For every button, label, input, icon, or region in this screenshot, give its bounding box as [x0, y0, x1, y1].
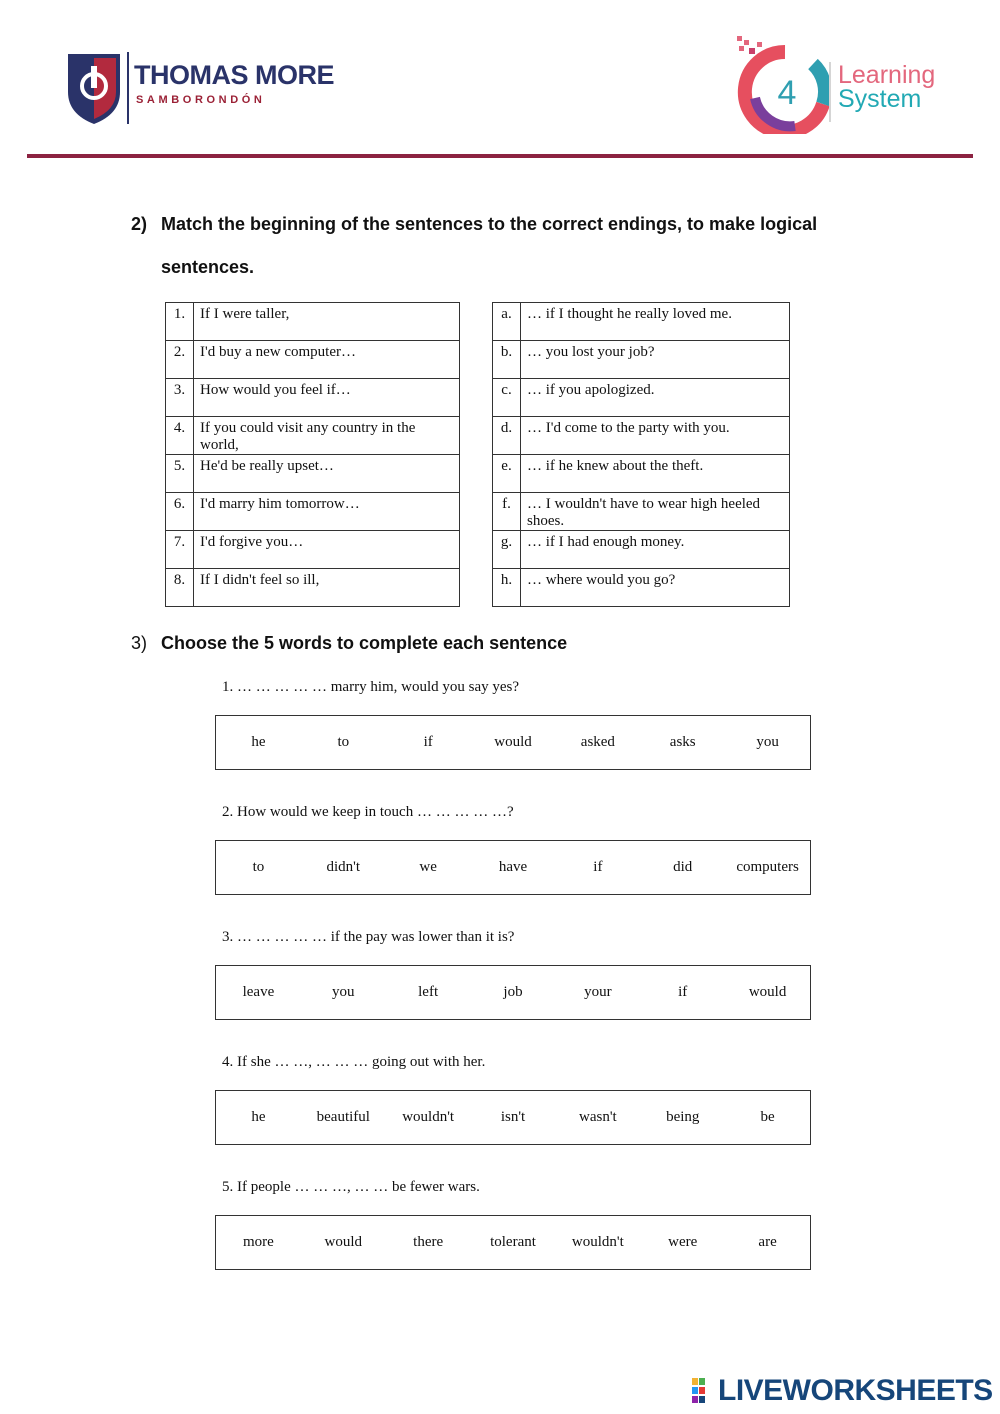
row-number: 8.	[166, 569, 194, 607]
row-letter: a.	[493, 303, 521, 341]
table-row	[166, 341, 460, 379]
ending-text[interactable]: … if he knew about the theft.	[521, 455, 790, 493]
learning-system-logo	[735, 34, 830, 134]
word-option[interactable]: were	[668, 1234, 698, 1250]
row-number: 1.	[166, 303, 194, 341]
row-number: 4.	[166, 417, 194, 455]
word-option[interactable]: if	[423, 734, 433, 750]
word-bank-3	[215, 965, 811, 1020]
word-option[interactable]: he	[251, 734, 266, 750]
q3-instruction: Choose the 5 words to complete each sentence	[161, 633, 568, 653]
word-option[interactable]: asks	[669, 734, 696, 750]
word-bank-4	[215, 1090, 811, 1145]
word-bank-1	[215, 715, 811, 770]
word-option[interactable]: didn't	[326, 859, 361, 875]
word-option[interactable]: wouldn't	[402, 1109, 455, 1125]
ending-text[interactable]: … if you apologized.	[521, 379, 790, 417]
beginning-text[interactable]: How would you feel if…	[194, 379, 460, 417]
row-number: 3.	[166, 379, 194, 417]
table-row	[166, 417, 460, 455]
ending-text[interactable]: … if I thought he really loved me.	[521, 303, 790, 341]
word-option[interactable]: if	[593, 859, 603, 875]
system-logo-divider	[829, 62, 831, 122]
header-rule	[27, 154, 973, 158]
table-row	[493, 493, 790, 531]
row-letter: h.	[493, 569, 521, 607]
table-row	[493, 379, 790, 417]
school-subtitle: SAMBORONDÓN	[136, 94, 266, 106]
row-number: 2.	[166, 341, 194, 379]
word-option[interactable]: be	[760, 1109, 775, 1125]
word-option[interactable]: isn't	[500, 1109, 526, 1125]
endings-table	[492, 302, 790, 607]
word-option[interactable]: your	[584, 984, 612, 1000]
beginnings-table	[165, 302, 460, 607]
system-number: 4	[777, 74, 797, 112]
liveworksheets-brand	[692, 1374, 993, 1408]
table-row	[166, 569, 460, 607]
ending-text[interactable]: … I'd come to the party with you.	[521, 417, 790, 455]
row-letter: c.	[493, 379, 521, 417]
sentence-1: 1. … … … … … marry him, would you say yes?	[222, 679, 520, 695]
ending-text[interactable]: … I wouldn't have to wear high heeled shoes.	[521, 493, 790, 531]
table-row	[166, 531, 460, 569]
beginning-text[interactable]: I'd marry him tomorrow…	[194, 493, 460, 531]
row-letter: g.	[493, 531, 521, 569]
logo-divider	[127, 52, 129, 124]
school-name: THOMAS MORE	[134, 60, 334, 90]
word-option[interactable]: did	[673, 859, 693, 875]
row-letter: d.	[493, 417, 521, 455]
word-bank-2	[215, 840, 811, 895]
word-option[interactable]: to	[337, 734, 350, 750]
system-name	[838, 63, 935, 111]
table-row	[493, 569, 790, 607]
row-number: 7.	[166, 531, 194, 569]
word-option[interactable]: asked	[580, 734, 615, 750]
system-name-line1: Learning	[838, 61, 936, 89]
table-row	[166, 379, 460, 417]
word-option[interactable]: have	[498, 859, 528, 875]
liveworksheets-icon	[692, 1378, 714, 1404]
table-row	[493, 341, 790, 379]
word-option[interactable]: beautiful	[316, 1109, 370, 1125]
word-option[interactable]: tolerant	[490, 1234, 536, 1250]
word-option[interactable]: would	[748, 984, 787, 1000]
sentence-5: 5. If people … … …, … … be fewer wars.	[222, 1179, 480, 1195]
table-row	[166, 303, 460, 341]
word-option[interactable]: would	[324, 1234, 363, 1250]
table-row	[493, 455, 790, 493]
table-row	[493, 303, 790, 341]
word-option[interactable]: there	[413, 1234, 444, 1250]
word-option[interactable]: wasn't	[579, 1109, 617, 1125]
shield-icon	[64, 48, 126, 128]
q2-number: 2)	[131, 214, 148, 234]
word-option[interactable]: leave	[242, 984, 275, 1000]
ending-text[interactable]: … you lost your job?	[521, 341, 790, 379]
row-letter: f.	[493, 493, 521, 531]
learning-system-emblem-icon	[735, 34, 830, 134]
table-row	[493, 417, 790, 455]
sentence-2: 2. How would we keep in touch … … … … …?	[222, 804, 514, 820]
ending-text[interactable]: … if I had enough money.	[521, 531, 790, 569]
word-option[interactable]: wouldn't	[571, 1234, 624, 1250]
q2-instruction-cont: sentences.	[161, 257, 255, 277]
word-option[interactable]: you	[756, 734, 779, 750]
word-option[interactable]: computers	[736, 859, 799, 875]
word-option[interactable]: job	[503, 984, 523, 1000]
q2-instruction: Match the beginning of the sentences to the correct endings, to make logical	[161, 214, 818, 234]
brand-name: LIVEWORKSHEETS	[718, 1374, 993, 1407]
word-option[interactable]: being	[666, 1109, 700, 1125]
word-option[interactable]: more	[243, 1234, 274, 1250]
row-letter: b.	[493, 341, 521, 379]
table-row	[493, 531, 790, 569]
word-option[interactable]: he	[251, 1109, 266, 1125]
word-option[interactable]: would	[494, 734, 532, 750]
system-name-line2: System	[838, 85, 922, 113]
beginning-text[interactable]: I'd buy a new computer…	[194, 341, 460, 379]
beginning-text[interactable]: He'd be really upset…	[194, 455, 460, 493]
beginning-text[interactable]: I'd forgive you…	[194, 531, 460, 569]
word-bank-5	[215, 1215, 811, 1270]
table-row	[166, 455, 460, 493]
word-option[interactable]: we	[419, 859, 437, 875]
row-letter: e.	[493, 455, 521, 493]
word-option[interactable]: to	[252, 859, 265, 875]
q3-number: 3)	[131, 633, 148, 653]
table-row	[166, 493, 460, 531]
word-option[interactable]: are	[758, 1234, 777, 1250]
row-number: 6.	[166, 493, 194, 531]
word-option[interactable]: if	[678, 984, 688, 1000]
ending-text[interactable]: … where would you go?	[521, 569, 790, 607]
beginning-text[interactable]: If you could visit any country in the world,	[194, 417, 460, 455]
sentence-3: 3. … … … … … if the pay was lower than it is?	[222, 929, 515, 945]
word-option[interactable]: left	[418, 984, 439, 1000]
beginning-text[interactable]: If I didn't feel so ill,	[194, 569, 460, 607]
row-number: 5.	[166, 455, 194, 493]
beginning-text[interactable]: If I were taller,	[194, 303, 460, 341]
word-option[interactable]: you	[332, 984, 355, 1000]
sentence-4: 4. If she … …, … … … going out with her.	[222, 1054, 486, 1070]
